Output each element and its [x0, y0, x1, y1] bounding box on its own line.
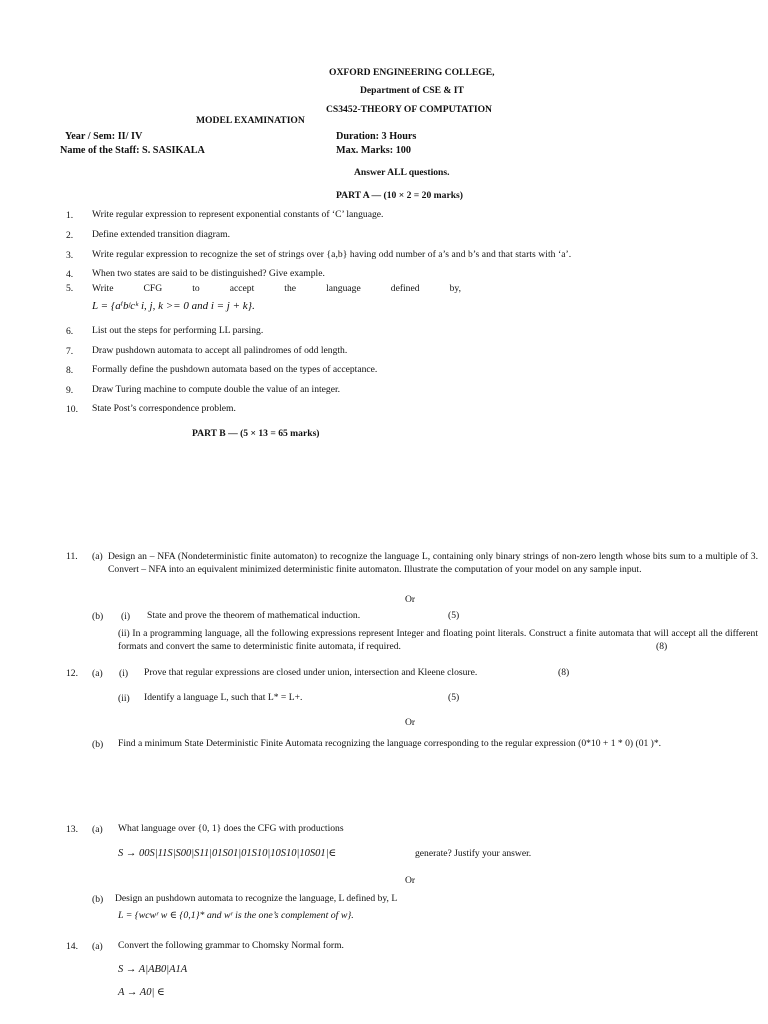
question-12b-text: Find a minimum State Deterministic Finite Automata recognizing the language corresponding to the regular expression (0*10 + 1 * 0) (01 )*. — [118, 738, 662, 749]
question-text: Write regular expression to recognize the set of strings over {a,b} having odd number of a’s and b’s and that starts with ‘a’. — [92, 249, 572, 260]
question-13a-text: What language over {0, 1} does the CFG with productions — [118, 823, 344, 834]
grammar-rule-a: A → A0| ∈ — [118, 987, 165, 998]
course-code: CS3452-THEORY OF COMPUTATION — [326, 104, 492, 115]
sub-i-marks: (5) — [448, 610, 460, 621]
sub-ii-text: (ii) In a programming language, all the following expressions represent Integer and floating point literals. Construct a finite automata that will accept all the different formats and convert the same to deterministic finite automata, if required. — [118, 628, 758, 652]
year-sem: Year / Sem: II/ IV — [65, 131, 143, 142]
question-11a-text: Design an – NFA (Nondeterministic finite automaton) to recognize the language L, containing only binary strings of non-zero length whose bits sum to a multiple of 3. Convert – NFA into an equivalent minimized deterministic finite automaton. Illustrate the computation of your model on any sample input. — [108, 551, 758, 575]
question-number: 14. — [66, 941, 78, 952]
sub-ii-label: (ii) — [118, 693, 130, 704]
option-b-label: (b) — [92, 611, 104, 622]
question-number: 9. — [66, 385, 74, 396]
sub-i-label: (i) — [121, 611, 131, 622]
department: Department of CSE & IT — [360, 85, 464, 96]
question-number: 7. — [66, 346, 74, 357]
question-14a-text: Convert the following grammar to Chomsky Normal form. — [118, 940, 344, 951]
question-number: 1. — [66, 210, 74, 221]
option-a-label: (a) — [92, 551, 103, 562]
question-number: 4. — [66, 269, 74, 280]
question-text: Write regular expression to represent exponential constants of ‘C’ language. — [92, 209, 384, 220]
question-13a-suffix: generate? Justify your answer. — [415, 848, 532, 859]
grammar-rule-s: S → A|AB0|A1A — [118, 964, 188, 975]
sub-ii-marks: (8) — [656, 641, 668, 652]
language-formula: L = {aⁱbʲcᵏ i, j, k >= 0 and i = j + k}. — [92, 300, 255, 312]
option-a-label: (a) — [92, 824, 103, 835]
or-separator: Or — [405, 594, 416, 605]
question-number: 6. — [66, 326, 74, 337]
sub-i-text: State and prove the theorem of mathematical induction. — [147, 610, 361, 621]
max-marks: Max. Marks: 100 — [336, 145, 411, 156]
question-number: 5. — [66, 283, 74, 294]
duration: Duration: 3 Hours — [336, 131, 417, 142]
sub-i-marks: (8) — [558, 667, 570, 678]
sub-i-label: (i) — [119, 668, 129, 679]
question-text: Write CFG to accept the language defined by, — [92, 283, 461, 294]
question-number: 11. — [66, 551, 78, 562]
option-a-label: (a) — [92, 941, 103, 952]
question-13b-text: Design an pushdown automata to recognize the language, L defined by, L — [115, 893, 398, 904]
or-separator: Or — [405, 717, 416, 728]
sub-i-text: Prove that regular expressions are closed under union, intersection and Kleene closure. — [144, 667, 478, 678]
sub-ii-text: Identify a language L, such that L* = L+. — [144, 692, 303, 703]
option-b-label: (b) — [92, 894, 104, 905]
question-number: 2. — [66, 230, 74, 241]
option-b-label: (b) — [92, 739, 104, 750]
or-separator: Or — [405, 875, 416, 886]
question-number: 12. — [66, 668, 78, 679]
question-text: Formally define the pushdown automata based on the types of acceptance. — [92, 364, 378, 375]
part-a-title: PART A — (10 × 2 = 20 marks) — [336, 190, 463, 201]
college-name: OXFORD ENGINEERING COLLEGE, — [329, 67, 495, 78]
instruction: Answer ALL questions. — [354, 167, 450, 178]
question-text: Draw Turing machine to compute double the value of an integer. — [92, 384, 341, 395]
question-number: 13. — [66, 824, 78, 835]
part-b-title: PART B — (5 × 13 = 65 marks) — [192, 428, 320, 439]
option-a-label: (a) — [92, 668, 103, 679]
question-text: Draw pushdown automata to accept all palindromes of odd length. — [92, 345, 348, 356]
language-definition: L = {wcwʳ w ∈ {0,1}* and wʳ is the one’s complement of w}. — [118, 910, 354, 921]
question-text: When two states are said to be distinguished? Give example. — [92, 268, 325, 279]
question-text: List out the steps for performing LL parsing. — [92, 325, 264, 336]
question-number: 8. — [66, 365, 74, 376]
question-number: 10. — [66, 404, 78, 415]
exam-title: MODEL EXAMINATION — [196, 115, 305, 126]
question-text: State Post’s correspondence problem. — [92, 403, 236, 414]
staff-name: Name of the Staff: S. SASIKALA — [60, 145, 205, 156]
grammar-productions: S → 00S|11S|S00|S11|01S01|01S10|10S10|10S01|∈ — [118, 848, 337, 859]
question-number: 3. — [66, 250, 74, 261]
question-text: Define extended transition diagram. — [92, 229, 230, 240]
sub-ii-marks: (5) — [448, 692, 460, 703]
